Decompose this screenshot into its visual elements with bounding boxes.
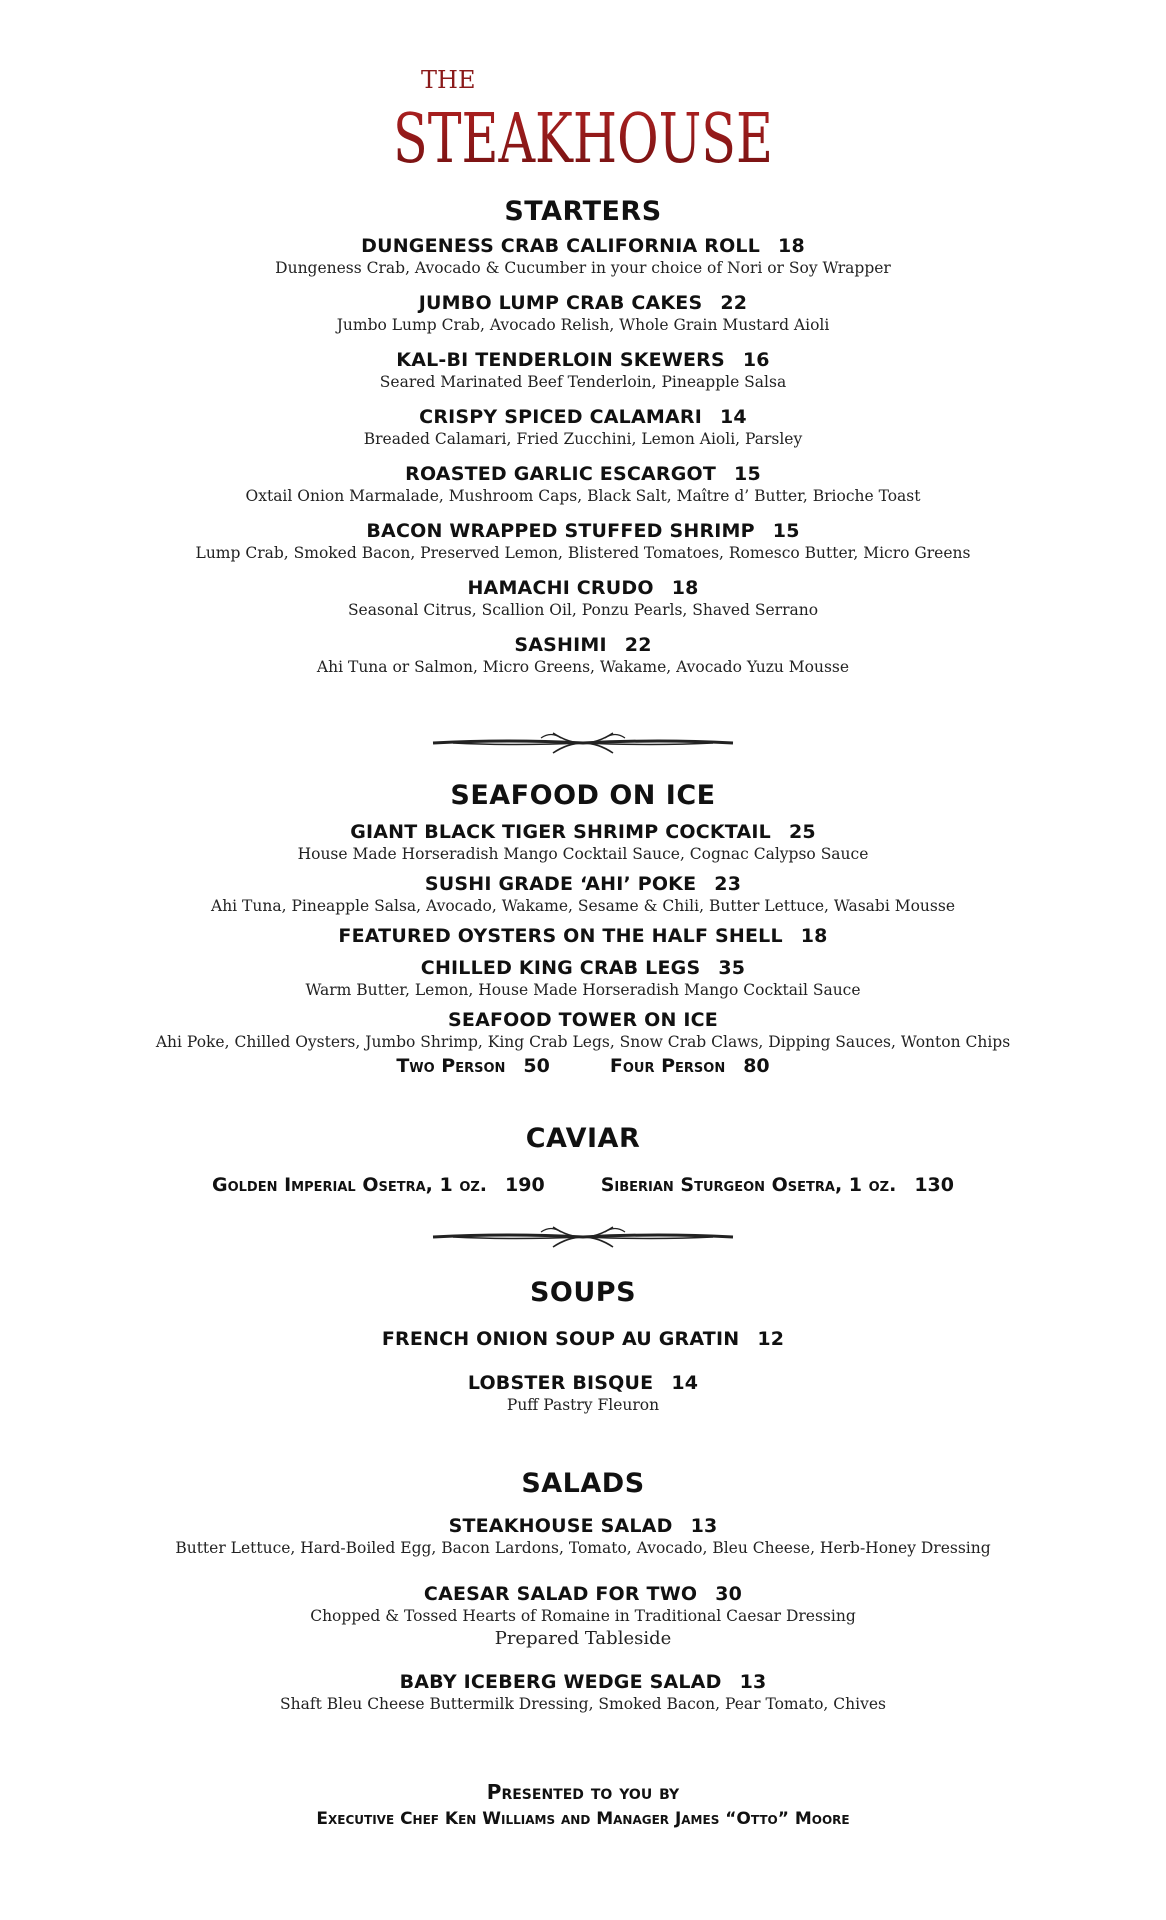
soups-heading: SOUPS — [529, 1277, 637, 1308]
caviar-heading: CAVIAR — [525, 1123, 641, 1154]
item-name: CHILLED KING CRAB LEGS — [420, 957, 701, 979]
menu-item — [0, 405, 1166, 449]
item-name: KAL-BI TENDERLOIN SKEWERS — [396, 349, 725, 371]
salads-section — [0, 1468, 1166, 1714]
seafood-section — [0, 780, 1166, 1078]
item-description: Lump Crab, Smoked Bacon, Preserved Lemon, Blistered Tomatoes, Romesco Butter, Micro Greens — [195, 544, 971, 562]
item-description: Shaft Bleu Cheese Buttermilk Dressing, Smoked Bacon, Pear Tomato, Chives — [280, 1695, 886, 1713]
item-name: DUNGENESS CRAB CALIFORNIA ROLL — [361, 235, 761, 257]
starters-section — [0, 196, 1166, 677]
footer-presented: Presented to you by — [486, 1780, 680, 1804]
item-name: SEAFOOD TOWER ON ICE — [448, 1009, 718, 1031]
item-name: BACON WRAPPED STUFFED SHRIMP — [366, 520, 755, 542]
item-name: BABY ICEBERG WEDGE SALAD — [399, 1671, 722, 1693]
menu-item — [0, 348, 1166, 392]
soup-item — [0, 1327, 1166, 1351]
item-description: Chopped & Tossed Hearts of Romaine in Traditional Caesar Dressing — [310, 1607, 856, 1625]
item-name: STEAKHOUSE SALAD — [448, 1515, 673, 1537]
item-price: 18 — [778, 235, 805, 257]
caviar-section — [0, 1123, 1166, 1197]
steakhouse-logo — [0, 62, 1166, 182]
item-description: Seared Marinated Beef Tenderloin, Pineapple Salsa — [379, 373, 787, 391]
salads-heading: SALADS — [521, 1468, 645, 1499]
starters-list — [0, 234, 1166, 677]
menu-item — [0, 462, 1166, 506]
item-price: 35 — [718, 957, 746, 979]
caviar-item: Golden Imperial Osetra, 1 oz. 190 — [212, 1174, 545, 1196]
caviar-list — [0, 1173, 1166, 1197]
item-price: 13 — [690, 1515, 718, 1537]
item-description: Ahi Poke, Chilled Oysters, Jumbo Shrimp, King Crab Legs, Snow Crab Claws, Dipping Sauces, Wonton Chips — [155, 1033, 1011, 1051]
item-name: JUMBO LUMP CRAB CAKES — [418, 292, 703, 314]
item-description: Seasonal Citrus, Scallion Oil, Ponzu Pearls, Shaved Serrano — [347, 601, 819, 619]
menu-item — [0, 924, 1166, 948]
menu-item — [0, 234, 1166, 278]
item-price: 14 — [719, 406, 747, 428]
tower-option: Four Person 80 — [609, 1055, 770, 1077]
seafood-heading: SEAFOOD ON ICE — [450, 780, 716, 811]
salad-item — [0, 1582, 1166, 1652]
item-name: FEATURED OYSTERS ON THE HALF SHELL — [338, 925, 783, 947]
item-price: 13 — [739, 1671, 767, 1693]
soup-item — [0, 1371, 1166, 1415]
salad-item — [0, 1514, 1166, 1558]
soups-section — [0, 1277, 1166, 1415]
menu-item — [0, 291, 1166, 335]
item-description: Oxtail Onion Marmalade, Mushroom Caps, Black Salt, Maître d’ Butter, Brioche Toast — [245, 487, 921, 505]
logo-line1: THE — [421, 66, 476, 94]
item-description: Butter Lettuce, Hard-Boiled Egg, Bacon Lardons, Tomato, Avocado, Bleu Cheese, Herb-Honey Dressing — [175, 1539, 991, 1557]
item-description: Jumbo Lump Crab, Avocado Relish, Whole Grain Mustard Aioli — [336, 316, 830, 334]
item-price: 25 — [788, 821, 816, 843]
menu-item — [0, 519, 1166, 563]
item-description: Breaded Calamari, Fried Zucchini, Lemon Aioli, Parsley — [363, 430, 803, 448]
caviar-item: Siberian Sturgeon Osetra, 1 oz. 130 — [600, 1174, 954, 1196]
footer-credits: Executive Chef Ken Williams and Manager James “Otto” Moore — [316, 1809, 850, 1829]
item-description: Dungeness Crab, Avocado & Cucumber in your choice of Nori or Soy Wrapper — [275, 259, 891, 277]
tower-option: Two Person 50 — [396, 1055, 550, 1077]
item-description: House Made Horseradish Mango Cocktail Sauce, Cognac Calypso Sauce — [297, 845, 869, 863]
footer — [0, 1778, 1166, 1832]
item-price: 12 — [757, 1328, 785, 1350]
item-price: 18 — [800, 925, 828, 947]
menu-item — [0, 820, 1166, 864]
item-price: 30 — [715, 1583, 743, 1605]
item-name: SASHIMI — [514, 634, 607, 656]
item-price: 22 — [624, 634, 652, 656]
item-price: 15 — [734, 463, 761, 485]
item-price: 22 — [720, 292, 748, 314]
tower-options — [0, 1054, 1166, 1078]
item-price: 18 — [671, 577, 699, 599]
starters-heading: STARTERS — [504, 196, 662, 227]
item-name: LOBSTER BISQUE — [467, 1372, 654, 1394]
item-price: 15 — [772, 520, 800, 542]
menu-item — [0, 1008, 1166, 1052]
item-note: Prepared Tableside — [494, 1628, 672, 1649]
item-price: 23 — [714, 873, 742, 895]
menu-item — [0, 633, 1166, 677]
ornament-divider — [0, 1222, 1166, 1252]
item-name: GIANT BLACK TIGER SHRIMP COCKTAIL — [350, 821, 771, 843]
item-description: Puff Pastry Fleuron — [506, 1396, 660, 1414]
menu-item — [0, 576, 1166, 620]
logo-line2: STEAKHOUSE — [393, 100, 773, 179]
item-name: CAESAR SALAD FOR TWO — [423, 1583, 698, 1605]
seafood-list — [0, 820, 1166, 1052]
item-name: FRENCH ONION SOUP AU GRATIN — [381, 1328, 740, 1350]
menu-item — [0, 956, 1166, 1000]
salad-item — [0, 1670, 1166, 1714]
menu-item — [0, 872, 1166, 916]
item-description: Ahi Tuna or Salmon, Micro Greens, Wakame, Avocado Yuzu Mousse — [316, 658, 850, 676]
ornament-divider — [0, 728, 1166, 758]
item-name: CRISPY SPICED CALAMARI — [419, 406, 702, 428]
item-name: SUSHI GRADE ‘AHI’ POKE — [424, 873, 697, 895]
item-description: Warm Butter, Lemon, House Made Horseradish Mango Cocktail Sauce — [305, 981, 861, 999]
item-price: 14 — [671, 1372, 699, 1394]
item-name: HAMACHI CRUDO — [467, 577, 654, 599]
item-price: 16 — [742, 349, 770, 371]
item-description: Ahi Tuna, Pineapple Salsa, Avocado, Wakame, Sesame & Chili, Butter Lettuce, Wasabi Mousse — [211, 897, 955, 915]
item-name: ROASTED GARLIC ESCARGOT — [405, 463, 717, 485]
